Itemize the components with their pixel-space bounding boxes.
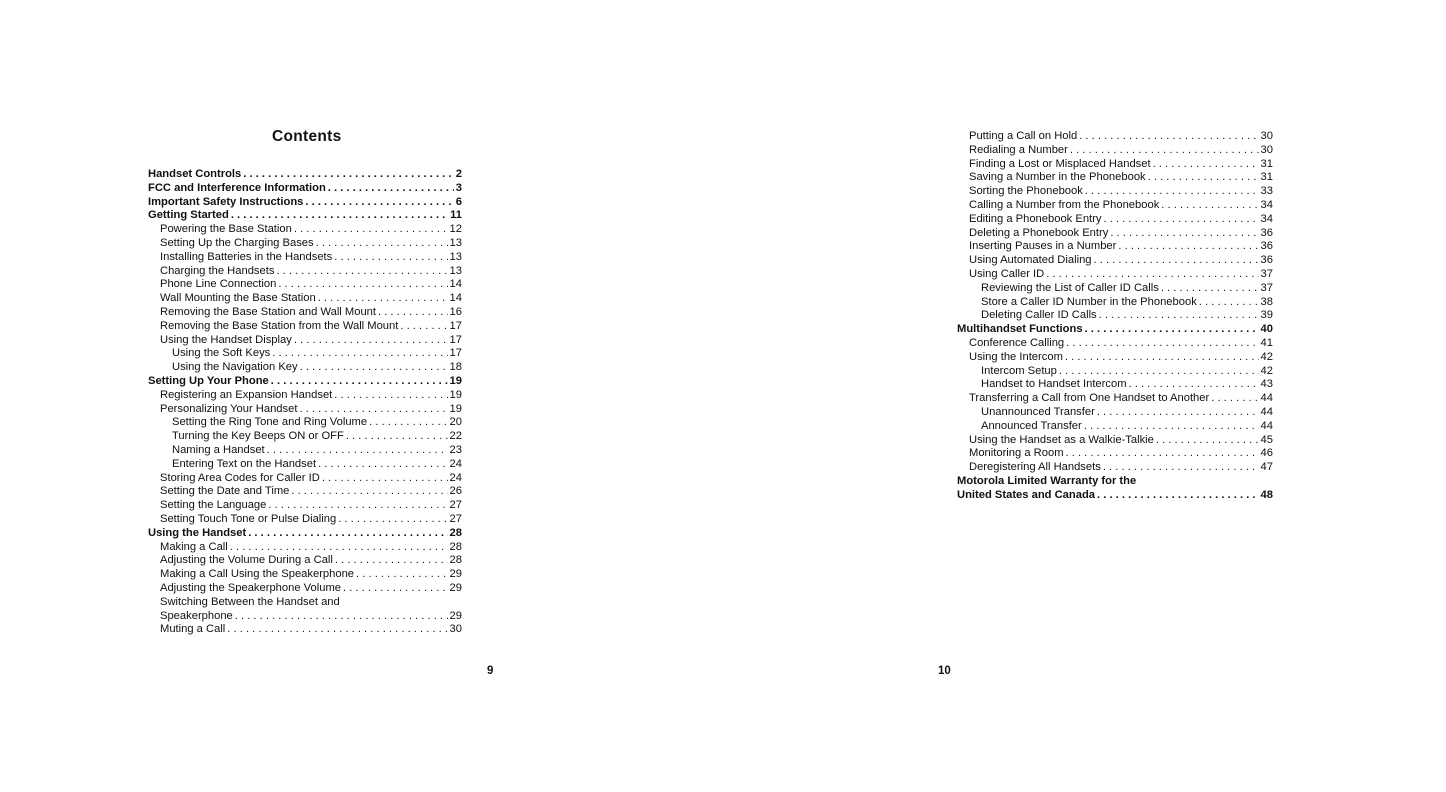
toc-entry-title: Important Safety Instructions: [148, 195, 304, 208]
toc-entry-title: Making a Call: [160, 540, 228, 553]
toc-entry: [148, 541, 462, 555]
toc-entry-title: Reviewing the List of Caller ID Calls: [981, 281, 1159, 294]
toc-entry-page-number: 28: [449, 526, 462, 539]
toc-entry-page-number: 44: [1260, 405, 1273, 418]
toc-entry-title: Charging the Handsets: [160, 264, 275, 277]
toc-entry-page-number: 30: [1260, 130, 1273, 142]
toc-entry: [148, 265, 462, 279]
dot-leader: [276, 265, 447, 279]
toc-entry-page-number: 44: [1260, 419, 1273, 432]
toc-entry-title: Removing the Base Station from the Wall Mount: [160, 319, 399, 332]
toc-entry: [148, 223, 462, 237]
toc-entry-title: Putting a Call on Hold: [969, 130, 1078, 142]
toc-entry: [148, 196, 462, 210]
toc-entry: [957, 227, 1273, 241]
dot-leader: [318, 458, 447, 472]
toc-entry-page-number: 13: [449, 264, 462, 277]
dot-leader: [248, 527, 447, 541]
dot-leader: [1065, 351, 1259, 365]
toc-entry-page-number: 24: [449, 457, 462, 470]
toc-entry-title: Removing the Base Station and Wall Mount: [160, 305, 376, 318]
toc-entry: [148, 389, 462, 403]
toc-entry-title: Personalizing Your Handset: [160, 402, 298, 415]
toc-entry-title: Using the Intercom: [969, 350, 1063, 363]
toc-entry-page-number: 34: [1260, 198, 1273, 211]
toc-entry-page-number: 36: [1260, 240, 1273, 253]
toc-entry: [148, 416, 462, 430]
toc-entry-title: Store a Caller ID Number in the Phonebook: [981, 295, 1197, 308]
toc-entry-title: Conference Calling: [969, 336, 1065, 349]
toc-entry-page-number: 41: [1260, 336, 1273, 349]
toc-entry: [148, 182, 462, 196]
toc-entry-title: Editing a Phonebook Entry: [969, 212, 1102, 225]
toc-entry-title: Multihandset Functions: [957, 323, 1083, 336]
toc-entry: [957, 309, 1273, 323]
dot-leader: [318, 292, 448, 306]
toc-entry: [957, 213, 1273, 227]
toc-entry-title: Powering the Base Station: [160, 223, 292, 236]
toc-entry-title: Registering an Expansion Handset: [160, 388, 333, 401]
dot-leader: [328, 182, 454, 196]
dot-leader: [338, 513, 447, 527]
toc-entry-page-number: 29: [449, 609, 462, 622]
dot-leader: [335, 554, 448, 568]
toc-entry: [148, 513, 462, 527]
toc-entry: [148, 582, 462, 596]
dot-leader: [300, 361, 448, 375]
toc-entry-page-number: 27: [449, 512, 462, 525]
toc-entry: [957, 406, 1273, 420]
toc-entry: [148, 320, 462, 334]
toc-entry-title: Wall Mounting the Base Station: [160, 292, 316, 305]
dot-leader: [346, 430, 448, 444]
dot-leader: [1066, 337, 1258, 351]
toc-entry-title: Speakerphone: [160, 609, 233, 622]
toc-entry: [148, 596, 462, 610]
dot-leader: [1085, 185, 1259, 199]
dot-leader: [369, 416, 447, 430]
dot-leader: [1094, 254, 1259, 268]
toc-entry-title: Using the Handset Display: [160, 333, 292, 346]
toc-entry: [957, 337, 1273, 351]
toc-entry-page-number: 26: [449, 485, 462, 498]
toc-entry: [957, 378, 1273, 392]
toc-entry: [148, 306, 462, 320]
dot-leader: [1153, 158, 1259, 172]
toc-entry: [148, 458, 462, 472]
toc-entry-page-number: 48: [1260, 488, 1273, 501]
dot-leader: [305, 196, 453, 210]
toc-entry-page-number: 40: [1260, 323, 1273, 336]
toc-entry: [957, 351, 1273, 365]
toc-entry-page-number: 23: [449, 443, 462, 456]
toc-entry: [148, 347, 462, 361]
toc-entry: [957, 420, 1273, 434]
toc-entry: [148, 527, 462, 541]
toc-entry-title: Unannounced Transfer: [981, 405, 1095, 418]
toc-entry-page-number: 43: [1260, 378, 1273, 391]
toc-entry-title: Setting Touch Tone or Pulse Dialing: [160, 512, 337, 525]
dot-leader: [1161, 282, 1259, 296]
toc-entry-page-number: 36: [1260, 254, 1273, 267]
toc-entry: [148, 499, 462, 513]
toc-entry-page-number: 29: [449, 581, 462, 594]
toc-entry-title: Muting a Call: [160, 623, 226, 636]
toc-entry: [957, 158, 1273, 172]
toc-entry-page-number: 36: [1260, 226, 1273, 239]
toc-entry-title: Deleting Caller ID Calls: [981, 309, 1097, 322]
toc-entry-title: Deregistering All Handsets: [969, 461, 1101, 474]
dot-leader: [1097, 406, 1259, 420]
toc-entry-title: Motorola Limited Warranty for the: [957, 474, 1137, 487]
toc-entry-title: Deleting a Phonebook Entry: [969, 226, 1109, 239]
toc-entry-page-number: 31: [1260, 171, 1273, 184]
page-number-left: 9: [487, 665, 494, 677]
toc-entry: [957, 240, 1273, 254]
toc-entry: [957, 254, 1273, 268]
dot-leader: [356, 568, 448, 582]
toc-entry: [148, 251, 462, 265]
toc-entry-page-number: 39: [1260, 309, 1273, 322]
dot-leader: [1066, 447, 1259, 461]
dot-leader: [1118, 240, 1258, 254]
toc-entry-page-number: 47: [1260, 461, 1273, 474]
toc-entry-title: Using the Handset as a Walkie-Talkie: [969, 433, 1154, 446]
dot-leader: [1070, 144, 1259, 158]
dot-leader: [243, 168, 454, 182]
toc-entry: [957, 365, 1273, 379]
toc-entry-page-number: 19: [449, 374, 462, 387]
dot-leader: [1085, 323, 1259, 337]
toc-entry: [957, 447, 1273, 461]
dot-leader: [316, 237, 448, 251]
toc-entry-title: Monitoring a Room: [969, 447, 1064, 460]
toc-entry-title: Using the Soft Keys: [172, 347, 271, 360]
toc-entry-title: Naming a Handset: [172, 443, 265, 456]
toc-entry: [957, 323, 1273, 337]
toc-entry-page-number: 17: [449, 347, 462, 360]
toc-entry-page-number: 38: [1260, 295, 1273, 308]
toc-entry-page-number: 19: [449, 388, 462, 401]
toc-entry-title: Making a Call Using the Speakerphone: [160, 568, 355, 581]
toc-entry-page-number: 46: [1260, 447, 1273, 460]
toc-entry-page-number: 42: [1260, 364, 1273, 377]
toc-entry-title: Setting the Language: [160, 499, 267, 512]
toc-entry-page-number: 45: [1260, 433, 1273, 446]
toc-entry-page-number: 29: [449, 568, 462, 581]
toc-entry-title: Calling a Number from the Phonebook: [969, 198, 1160, 211]
toc-entry-title: Using the Navigation Key: [172, 361, 298, 374]
dot-leader: [1084, 420, 1259, 434]
dot-leader: [294, 334, 448, 348]
toc-entry-page-number: 12: [449, 223, 462, 236]
dot-leader: [1156, 434, 1259, 448]
dot-leader: [272, 347, 447, 361]
toc-entry: [957, 199, 1273, 213]
toc-entry-title: Phone Line Connection: [160, 278, 277, 291]
toc-entry-title: Setting the Ring Tone and Ring Volume: [172, 416, 368, 429]
table-of-contents-right: [957, 130, 1273, 503]
toc-entry-title: Storing Area Codes for Caller ID: [160, 471, 320, 484]
toc-entry: [148, 403, 462, 417]
toc-entry-title: Using the Handset: [148, 526, 247, 539]
toc-entry-page-number: 28: [449, 540, 462, 553]
dot-leader: [291, 485, 447, 499]
toc-entry-page-number: 44: [1260, 392, 1273, 405]
toc-entry: [148, 472, 462, 486]
dot-leader: [1129, 378, 1259, 392]
toc-entry: [148, 444, 462, 458]
toc-entry-page-number: 30: [1260, 143, 1273, 156]
toc-entry-title: Handset to Handset Intercom: [981, 378, 1127, 391]
toc-entry: [148, 554, 462, 568]
dot-leader: [299, 403, 447, 417]
toc-entry: [148, 430, 462, 444]
toc-entry-page-number: 17: [449, 319, 462, 332]
toc-entry-title: Using Caller ID: [969, 267, 1045, 280]
toc-entry-page-number: 42: [1260, 350, 1273, 363]
toc-entry: [957, 461, 1273, 475]
dot-leader: [1161, 199, 1258, 213]
dot-leader: [334, 251, 447, 265]
toc-entry-page-number: 11: [450, 209, 462, 222]
toc-entry-page-number: 14: [449, 278, 462, 291]
toc-entry-title: Turning the Key Beeps ON or OFF: [172, 430, 344, 443]
dot-leader: [1110, 227, 1258, 241]
dot-leader: [231, 209, 448, 223]
toc-entry-page-number: 17: [449, 333, 462, 346]
toc-entry-title: Sorting the Phonebook: [969, 185, 1083, 198]
toc-entry-page-number: 16: [449, 305, 462, 318]
toc-entry: [957, 268, 1273, 282]
dot-leader: [1046, 268, 1258, 282]
dot-leader: [1103, 213, 1258, 227]
toc-entry-title: Intercom Setup: [981, 364, 1057, 377]
toc-entry-page-number: 6: [455, 195, 462, 208]
dot-leader: [1199, 296, 1259, 310]
dot-leader: [334, 389, 447, 403]
toc-entry-title: Adjusting the Speakerphone Volume: [160, 581, 341, 594]
toc-entry: [148, 361, 462, 375]
page-title: Contents: [272, 128, 342, 145]
dot-leader: [1103, 461, 1259, 475]
toc-entry-page-number: 19: [449, 402, 462, 415]
dot-leader: [1097, 489, 1259, 503]
toc-entry-title: Announced Transfer: [981, 419, 1082, 432]
dot-leader: [1211, 392, 1258, 406]
dot-leader: [1059, 365, 1259, 379]
toc-entry-title: Redialing a Number: [969, 143, 1068, 156]
toc-entry-title: Installing Batteries in the Handsets: [160, 250, 333, 263]
toc-entry-title: Finding a Lost or Misplaced Handset: [969, 157, 1151, 170]
dot-leader: [1099, 309, 1259, 323]
toc-entry-page-number: 24: [449, 471, 462, 484]
toc-entry: [148, 237, 462, 251]
toc-entry-title: Setting Up Your Phone: [148, 374, 269, 387]
toc-entry: [148, 485, 462, 499]
dot-leader: [235, 610, 448, 624]
toc-entry-page-number: 33: [1260, 185, 1273, 198]
toc-entry: [148, 278, 462, 292]
toc-entry-title: Handset Controls: [148, 168, 242, 180]
toc-entry-page-number: 34: [1260, 212, 1273, 225]
toc-entry-page-number: 27: [449, 499, 462, 512]
toc-entry-title: Saving a Number in the Phonebook: [969, 171, 1146, 184]
dot-leader: [343, 582, 448, 596]
dot-leader: [400, 320, 447, 334]
toc-entry-page-number: 20: [449, 416, 462, 429]
toc-entry: [148, 568, 462, 582]
toc-entry-page-number: 13: [449, 236, 462, 249]
toc-entry-title: Setting Up the Charging Bases: [160, 236, 314, 249]
toc-entry: [148, 209, 462, 223]
toc-entry: [957, 392, 1273, 406]
dot-leader: [278, 278, 447, 292]
toc-entry-page-number: 3: [455, 181, 462, 194]
toc-entry-page-number: 18: [449, 361, 462, 374]
toc-entry-page-number: 22: [449, 430, 462, 443]
toc-entry-page-number: 14: [449, 292, 462, 305]
toc-entry-page-number: 2: [455, 168, 462, 180]
toc-entry: [148, 334, 462, 348]
toc-entry: [957, 475, 1273, 489]
page-number-right: 10: [938, 665, 951, 677]
toc-entry-page-number: 37: [1260, 281, 1273, 294]
toc-entry-title: Setting the Date and Time: [160, 485, 290, 498]
toc-entry: [148, 168, 462, 182]
table-of-contents-left: [148, 168, 462, 637]
toc-entry-title: Transferring a Call from One Handset to Another: [969, 392, 1210, 405]
toc-entry-title: FCC and Interference Information: [148, 181, 326, 194]
toc-entry-title: Adjusting the Volume During a Call: [160, 554, 333, 567]
dot-leader: [230, 541, 448, 555]
toc-entry-page-number: 30: [449, 623, 462, 636]
dot-leader: [267, 444, 448, 458]
toc-entry-page-number: 13: [449, 250, 462, 263]
toc-entry: [957, 130, 1273, 144]
toc-entry-title: Switching Between the Handset and: [160, 595, 340, 608]
toc-entry-title: Using Automated Dialing: [969, 254, 1092, 267]
toc-entry-title: United States and Canada: [957, 488, 1096, 501]
toc-entry-title: Inserting Pauses in a Number: [969, 240, 1117, 253]
toc-entry: [957, 296, 1273, 310]
toc-entry: [148, 610, 462, 624]
toc-entry: [148, 623, 462, 637]
toc-entry-title: Entering Text on the Handset: [172, 457, 317, 470]
toc-entry: [957, 489, 1273, 503]
toc-entry-page-number: 28: [449, 554, 462, 567]
dot-leader: [294, 223, 448, 237]
toc-entry: [957, 144, 1273, 158]
toc-entry: [148, 292, 462, 306]
toc-entry: [957, 282, 1273, 296]
dot-leader: [268, 499, 447, 513]
toc-entry: [957, 434, 1273, 448]
dot-leader: [271, 375, 448, 389]
toc-entry-page-number: 37: [1260, 267, 1273, 280]
toc-entry: [957, 185, 1273, 199]
toc-entry: [148, 375, 462, 389]
dot-leader: [1148, 171, 1259, 185]
dot-leader: [322, 472, 448, 486]
dot-leader: [1079, 130, 1258, 144]
toc-entry: [957, 171, 1273, 185]
dot-leader: [378, 306, 448, 320]
toc-entry-title: Getting Started: [148, 209, 229, 222]
toc-entry-page-number: 31: [1260, 157, 1273, 170]
dot-leader: [227, 623, 447, 637]
